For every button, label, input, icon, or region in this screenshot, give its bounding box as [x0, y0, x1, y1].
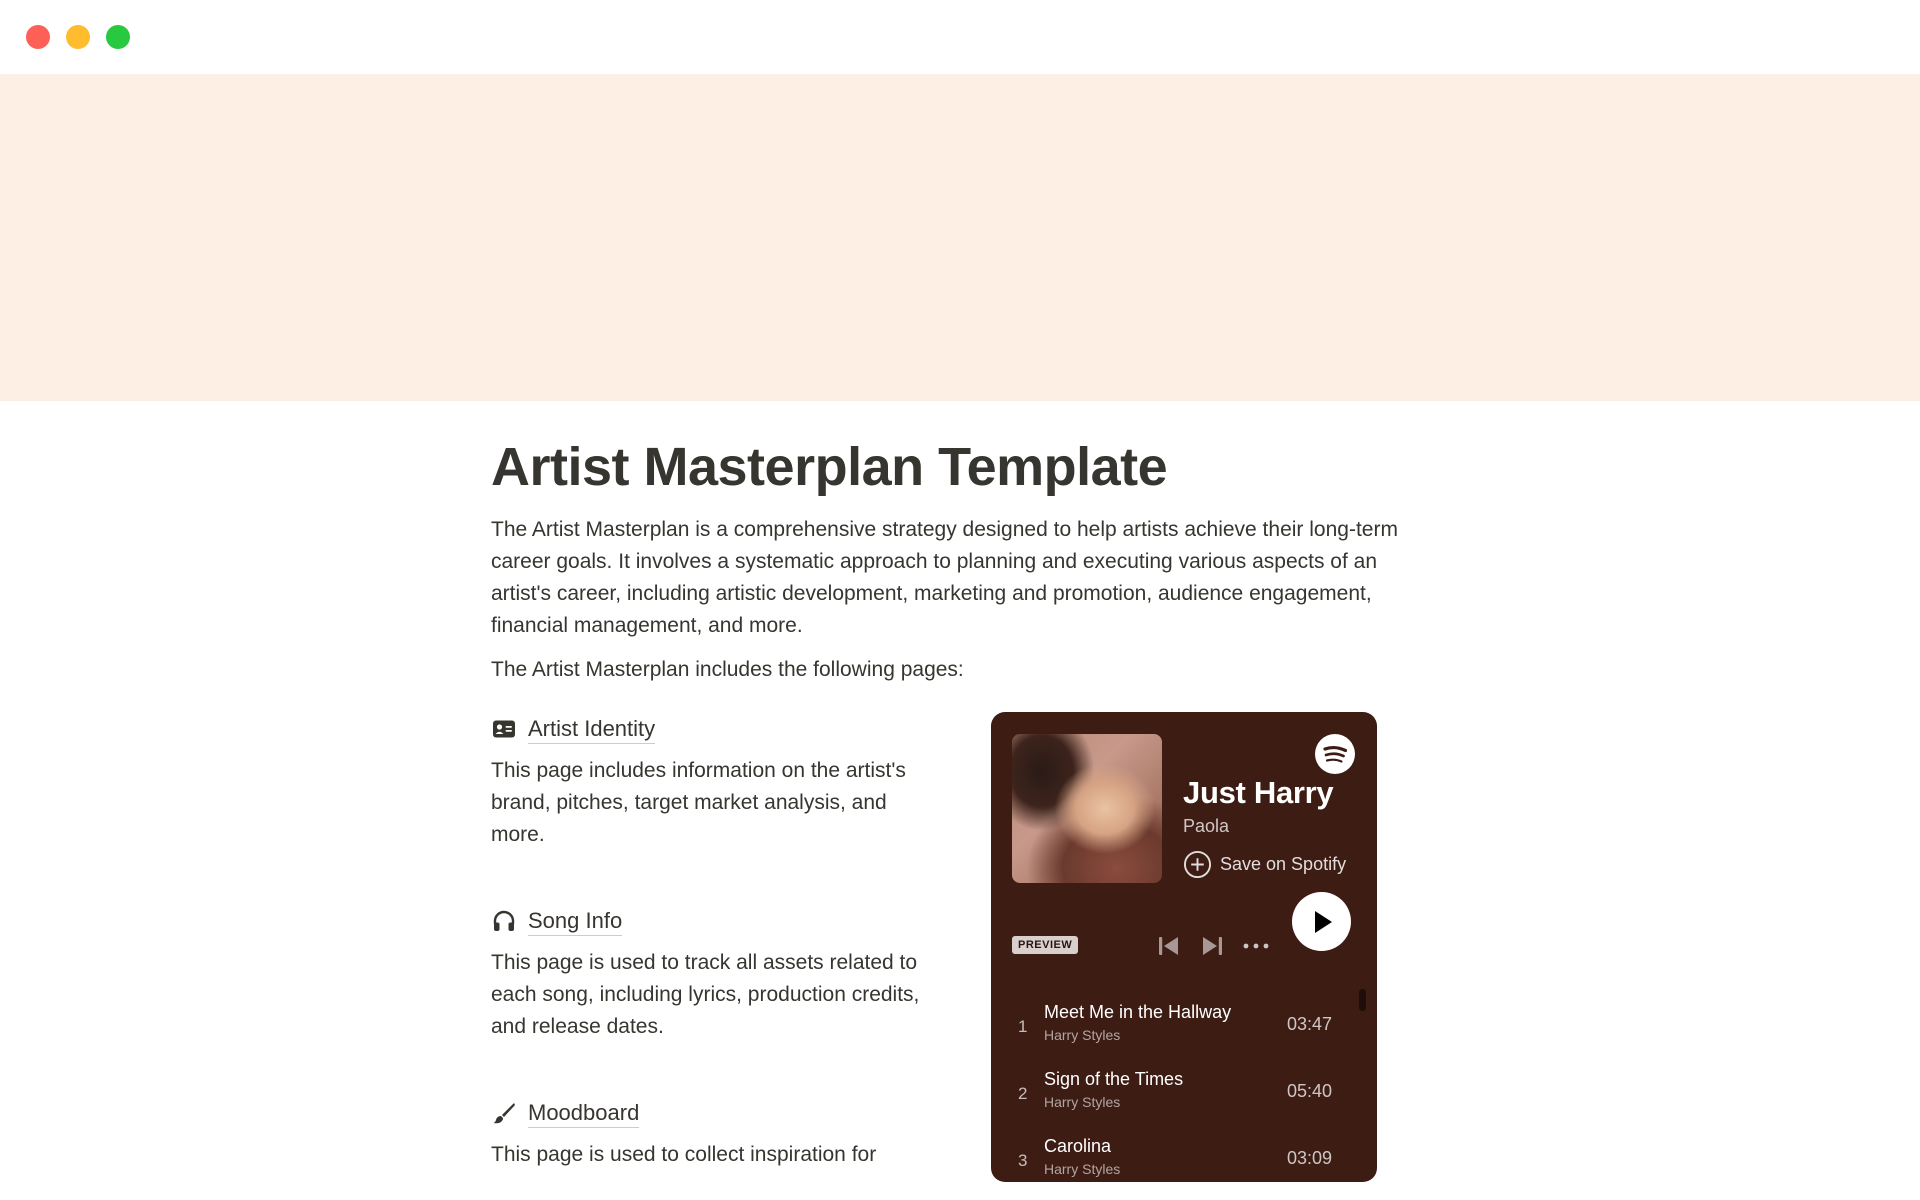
playlist-owner[interactable]: Paola [1183, 816, 1230, 836]
section-header [491, 1097, 961, 1129]
track-artist: Harry Styles [1044, 1027, 1121, 1043]
next-track-button[interactable] [1200, 934, 1224, 958]
track-name: Meet Me in the Hallway [1044, 1002, 1232, 1022]
paintbrush-icon [491, 1100, 517, 1126]
section-artist-identity [491, 713, 961, 851]
more-dots-icon [1243, 943, 1269, 949]
minimize-window-button[interactable] [66, 25, 90, 49]
song-info-description[interactable]: This page is used to track all assets related to each song, including lyrics, production credits, and release dates. [491, 951, 920, 1038]
spotify-logo-icon[interactable] [1315, 734, 1355, 774]
skip-forward-icon [1201, 936, 1223, 956]
save-on-spotify-button[interactable] [1183, 850, 1346, 879]
intro-paragraph[interactable]: The Artist Masterplan is a comprehensive strategy designed to help artists achieve their long-term career goals. It involves a systematic approach to planning and executing various aspects of an artist's career, including artistic development, marketing and promotion, audience engagement, financial management, and more. [491, 518, 1398, 637]
id-card-icon [491, 716, 517, 742]
track-list [991, 993, 1377, 1182]
track-artist: Harry Styles [1044, 1161, 1121, 1177]
window-titlebar [0, 0, 1920, 74]
artist-identity-description[interactable]: This page includes information on the artist's brand, pitches, target market analysis, and more. [491, 759, 906, 846]
section-moodboard [491, 1097, 961, 1171]
track-number: 3 [1018, 1151, 1028, 1170]
track-number: 2 [1018, 1084, 1028, 1103]
track-row[interactable] [991, 993, 1377, 1060]
moodboard-link[interactable]: Moodboard [528, 1099, 639, 1128]
track-duration: 05:40 [1287, 1081, 1333, 1101]
track-row[interactable] [991, 1127, 1377, 1182]
track-name: Sign of the Times [1044, 1069, 1184, 1089]
previous-track-button[interactable] [1157, 934, 1181, 958]
spotify-embed[interactable] [991, 712, 1377, 1182]
headphones-icon [491, 908, 517, 934]
song-info-link[interactable]: Song Info [528, 907, 622, 936]
album-cover-image[interactable] [1012, 734, 1162, 883]
track-artist: Harry Styles [1044, 1094, 1121, 1110]
track-duration: 03:09 [1287, 1148, 1333, 1168]
section-header [491, 905, 961, 937]
skip-back-icon [1158, 936, 1180, 956]
close-window-button[interactable] [26, 25, 50, 49]
track-duration: 03:47 [1287, 1014, 1333, 1034]
zoom-window-button[interactable] [106, 25, 130, 49]
playlist-title[interactable]: Just Harry [1183, 775, 1334, 810]
save-on-spotify-label: Save on Spotify [1220, 854, 1347, 874]
moodboard-description[interactable]: This page is used to collect inspiration for [491, 1143, 877, 1166]
track-row[interactable] [991, 1060, 1377, 1127]
section-song-info [491, 905, 961, 1043]
track-number: 1 [1018, 1017, 1028, 1036]
play-button[interactable] [1292, 892, 1351, 951]
artist-identity-link[interactable]: Artist Identity [528, 715, 655, 744]
play-icon [1310, 909, 1334, 935]
page-cover[interactable] [0, 74, 1920, 401]
more-options-button[interactable] [1242, 934, 1270, 958]
add-circle-icon [1183, 850, 1212, 879]
section-header [491, 713, 961, 745]
track-name: Carolina [1044, 1136, 1112, 1156]
page-title[interactable]: Artist Masterplan Template [491, 437, 1168, 497]
pages-intro-paragraph[interactable]: The Artist Masterplan includes the following pages: [491, 658, 964, 681]
preview-badge: PREVIEW [1012, 936, 1078, 954]
